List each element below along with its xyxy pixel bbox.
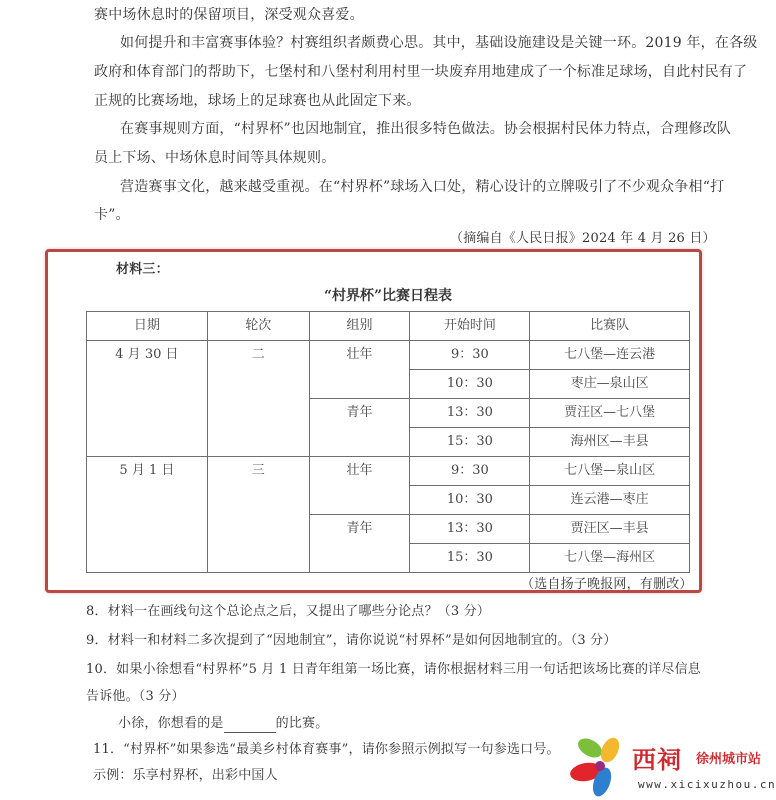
answer-suffix: 的比赛。 bbox=[275, 716, 329, 731]
cell-time: 10：30 bbox=[410, 486, 530, 515]
cell-group: 壮年 bbox=[309, 457, 410, 515]
passage-line-3: 政府和体育部门的帮助下，七堡村和八堡村利用村里一块废弃用地建成了一个标准足球场，自此村民有了 bbox=[94, 64, 748, 80]
cell-teams: 连云港—枣庄 bbox=[530, 486, 690, 515]
question-10-answer bbox=[118, 715, 328, 733]
passage-line-1: 赛中场休息时的保留项目，深受观众喜爱。 bbox=[94, 7, 364, 23]
cell-time: 9：30 bbox=[410, 457, 530, 486]
header-start-time: 开始时间 bbox=[410, 312, 530, 341]
pinwheel-logo-icon bbox=[568, 734, 638, 800]
question-10-line-2: 告诉他。（3 分） bbox=[86, 689, 185, 704]
cell-teams: 枣庄—泉山区 bbox=[530, 370, 690, 399]
question-10-line-1: 10．如果小徐想看“村界杯”5 月 1 日青年组第一场比赛，请你根据材料三用一句话把该场比赛的详尽信息 bbox=[86, 662, 701, 677]
passage-line-6: 员上下场、中场休息时间等具体规则。 bbox=[94, 150, 336, 166]
cell-time: 9：30 bbox=[410, 341, 530, 370]
cell-date: 4 月 30 日 bbox=[87, 341, 208, 457]
question-11: 11．“村界杯”如果参选“最美乡村体育赛事”，请你参照示例拟写一句参选口号。 bbox=[93, 742, 560, 757]
passage-source: （摘编自《人民日报》2024 年 4 月 26 日） bbox=[450, 231, 716, 246]
cell-round: 三 bbox=[207, 457, 309, 573]
header-date: 日期 bbox=[87, 312, 208, 341]
passage-line-4: 正规的比赛场地，球场上的足球赛也从此固定下来。 bbox=[94, 93, 421, 109]
watermark-city: 徐州城市站 bbox=[696, 752, 762, 767]
header-group: 组别 bbox=[309, 312, 410, 341]
answer-prefix: 小徐，你想看的是 bbox=[118, 716, 224, 731]
table-header-row bbox=[87, 312, 690, 341]
table-row bbox=[87, 457, 690, 486]
passage-line-7: 营造赛事文化，越来越受重视。在“村界杯”球场入口处，精心设计的立牌吸引了不少观众争相“打 bbox=[120, 179, 725, 195]
question-8: 8．材料一在画线句这个总论点之后，又提出了哪些分论点？（3 分） bbox=[86, 604, 491, 619]
cell-teams: 七八堡—泉山区 bbox=[530, 457, 690, 486]
schedule-table bbox=[86, 311, 690, 573]
watermark-url: www.xicixuzhou.cn bbox=[638, 778, 776, 791]
cell-group: 青年 bbox=[309, 399, 410, 457]
cell-time: 10：30 bbox=[410, 370, 530, 399]
cell-teams: 贾汪区—七八堡 bbox=[530, 399, 690, 428]
cell-group: 壮年 bbox=[309, 341, 410, 399]
table-row bbox=[87, 341, 690, 370]
cell-time: 13：30 bbox=[410, 399, 530, 428]
cell-date: 5 月 1 日 bbox=[87, 457, 208, 573]
material3-source: （选自扬子晚报网，有删改） bbox=[521, 577, 693, 592]
question-11-example: 示例：乐享村界杯，出彩中国人 bbox=[93, 768, 278, 783]
passage-line-2: 如何提升和丰富赛事体验？村赛组织者颇费心思。其中，基础设施建设是关键一环。2019 年，在各级 bbox=[120, 35, 758, 51]
cell-teams: 贾汪区—丰县 bbox=[530, 515, 690, 544]
cell-round: 二 bbox=[207, 341, 309, 457]
question-9: 9．材料一和材料二多次提到了“因地制宜”，请你说说“村界杯”是如何因地制宜的。（3 分） bbox=[86, 633, 617, 648]
cell-time: 15：30 bbox=[410, 544, 530, 573]
header-round: 轮次 bbox=[207, 312, 309, 341]
watermark-logo bbox=[568, 734, 776, 800]
passage-line-8: 卡”。 bbox=[94, 207, 130, 223]
header-teams: 比赛队 bbox=[530, 312, 690, 341]
cell-teams: 七八堡—海州区 bbox=[530, 544, 690, 573]
cell-time: 15：30 bbox=[410, 428, 530, 457]
passage-line-5: 在赛事规则方面，“村界杯”也因地制宜，推出很多特色做法。协会根据村民体力特点，合理修改队 bbox=[120, 121, 732, 137]
cell-teams: 七八堡—连云港 bbox=[530, 341, 690, 370]
cell-group: 青年 bbox=[309, 515, 410, 573]
material3-label: 材料三： bbox=[116, 262, 169, 277]
schedule-table-title: “村界杯”比赛日程表 bbox=[323, 288, 453, 304]
answer-blank[interactable] bbox=[224, 718, 276, 733]
cell-teams: 海州区—丰县 bbox=[530, 428, 690, 457]
watermark-brand: 西祠 bbox=[632, 746, 682, 774]
cell-time: 13：30 bbox=[410, 515, 530, 544]
